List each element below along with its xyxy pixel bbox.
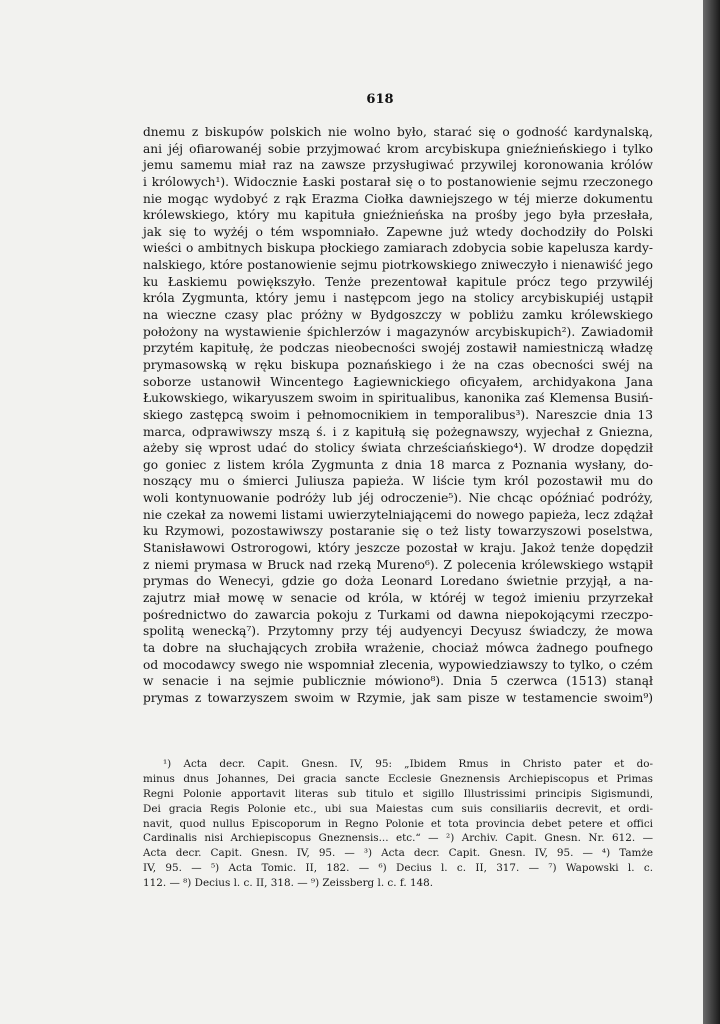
text-line: z niemi prymasa w Bruck nad rzeką Mureno⁶). Z polecenia królewskiego wstąpił [143,557,653,572]
text-line: nie czekał za nowemi listami uwierzytelniającemi do nowego papieża, lecz zdążał [143,507,653,522]
footnote-line: Cardinalis nisi Archiepiscopus Gneznensis... etc.“ — ²) Archiv. Capit. Gnesn. Nr. 612. — [143,832,653,845]
text-line: marca, odprawiwszy mszą ś. i z kapitułą się pożegnawszy, wyjechał z Gniezna, [143,424,653,439]
footnote-line: Dei gracia Regis Polonie etc., ubi sua Maiestas cum suis consiliariis decrevit, et ordi- [143,802,653,815]
text-line: dnemu z biskupów polskich nie wolno było, starać się o godność kardynalską, [143,125,653,139]
text-line: w senacie i na sejmie publicznie mówiono⁸). Dnia 5 czerwca (1513) stanął [143,674,653,689]
text-line: przytém kapitułę, że podczas nieobecności swojéj zostawił namiestniczą władzę [143,341,653,356]
text-line: noszący mu o śmierci Juliusza papieża. W liście tym król pozostawił mu do [143,474,653,489]
text-line: woli kontynuowanie podróży lub jéj odroczenie⁵). Nie chcąc opóźniać podróży, [143,491,653,506]
text-line: ku Rzymowi, pozostawiwszy postaranie się o też listy towarzyszowi poselstwa, [143,524,653,539]
text-line: jak się to wyżéj o tém wspomniało. Zapewne już wtedy dochodziły do Polski [143,224,653,239]
footnote-line: Regni Polonie apportavit literas sub titulo et sigillo Illustrissimi principis Sigismundi, [143,787,653,800]
text-line: nie mogąc wydobyć z rąk Erazma Ciołka dawniejszego w téj mierze dokumentu [143,191,653,206]
page-edge-shadow [703,0,720,1024]
text-line: prymas do Wenecyi, gdzie go doża Leonard Loredano świetnie przyjął, a na- [143,574,653,589]
text-line: ażeby się wprost udać do stolicy świata chrześciańskiego⁴). W drodze dopędził [143,441,653,456]
text-line: na wieczne czasy plac próżny w Bydgoszczy w pobliżu zamku królewskiego [143,308,653,323]
text-line: położony na wystawienie śpichlerzów i magazynów arcybiskupich²). Zawiadomił [143,324,653,339]
text-line: nalskiego, które postanowienie sejmu piotrkowskiego zniweczyło i nienawiść jego [143,258,653,273]
footnotes [143,757,653,891]
text-line: prymasowską w ręku biskupa poznańskiego i że na czas obecności swéj na [143,357,653,372]
page-number: 618 [366,92,394,107]
text-line: skiego zastępcą swoim i pełnomocnikiem in temporalibus³). Nareszcie dnia 13 [143,407,653,422]
text-line: wieści o ambitnych biskupa płockiego zamiarach zdobycia sobie kapelusza kardy- [143,241,653,256]
footnote-line: ¹) Acta decr. Capit. Gnesn. IV, 95: „Ibidem Rmus in Christo pater et do- [163,758,653,770]
footnote-line: navit, quod nullus Episcoporum in Regno Polonie et tota provincia debet petere et offici [143,817,653,830]
text-line: Łukowskiego, wikaryuszem swoim in spiritualibus, kanonika zaś Klemensa Busiń- [143,391,653,406]
footnote-line: IV, 95. — ⁵) Acta Tomic. II, 182. — ⁶) Decius l. c. II, 317. — ⁷) Wapowski l. c. [143,862,653,875]
text-line: soborze ustanowił Wincentego Łagiewnickiego oficyałem, archidyakona Jana [143,374,653,389]
text-line: ku Łaskiemu powiększyło. Tenże prezentował kapitule prócz tego przywiléj [143,274,653,289]
text-line: od mocodawcy swego nie wspomniał zlecenia, wypowiedziawszy to tylko, o czém [143,657,653,672]
text-line: królewskiego, który mu kapituła gnieźnieńska na prośby jego była przesłała, [143,208,653,223]
footnote-line: Acta decr. Capit. Gnesn. IV, 95. — ³) Acta decr. Capit. Gnesn. IV, 95. — ⁴) Tamże [143,847,653,860]
footnote-line: 112. — ⁸) Decius l. c. II, 318. — ⁹) Zeissberg l. c. f. 148. [143,877,434,890]
text-line: go goniec z listem króla Zygmunta z dnia 18 marca z Poznania wysłany, do- [143,457,653,472]
text-line: ani jéj ofiarowanéj sobie przyjmować krom arcybiskupa gnieźnieńskiego i tylko [143,141,653,156]
text-line: i królowych¹). Widocznie Łaski postarał się o to postanowienie sejmu rzeczonego [143,174,653,189]
text-line: pośrednictwo do zawarcia pokoju z Turkami od dawna niepokojącymi rzeczpo- [143,607,653,622]
text-line: prymas z towarzyszem swoim w Rzymie, jak sam pisze w testamencie swoim⁹) [143,690,653,705]
main-text [143,124,653,706]
text-line: spolitą wenecką⁷). Przytomny przy téj audyencyi Decyusz świadczy, że mowa [143,624,653,639]
footnote-line: minus dnus Johannes, Dei gracia sancte Ecclesie Gneznensis Archiepiscopus et Primas [143,772,653,785]
text-line: Stanisławowi Ostrorogowi, który jeszcze pozostał w kraju. Jakoż tenże dopędził [143,541,653,556]
text-line: ta dobre na słuchających zrobiła wrażenie, chociaż mówca żadnego poufnego [143,640,653,655]
text-line: zajutrz miał mowę w senacie od króla, w któréj w tegoż imieniu przyrzekał [143,590,653,605]
text-line: jemu samemu miał raz na zawsze przysługiwać przywilej koronowania królów [143,158,653,173]
text-line: króla Zygmunta, który jemu i następcom jego na stolicy arcybiskupiéj ustąpił [143,291,653,306]
